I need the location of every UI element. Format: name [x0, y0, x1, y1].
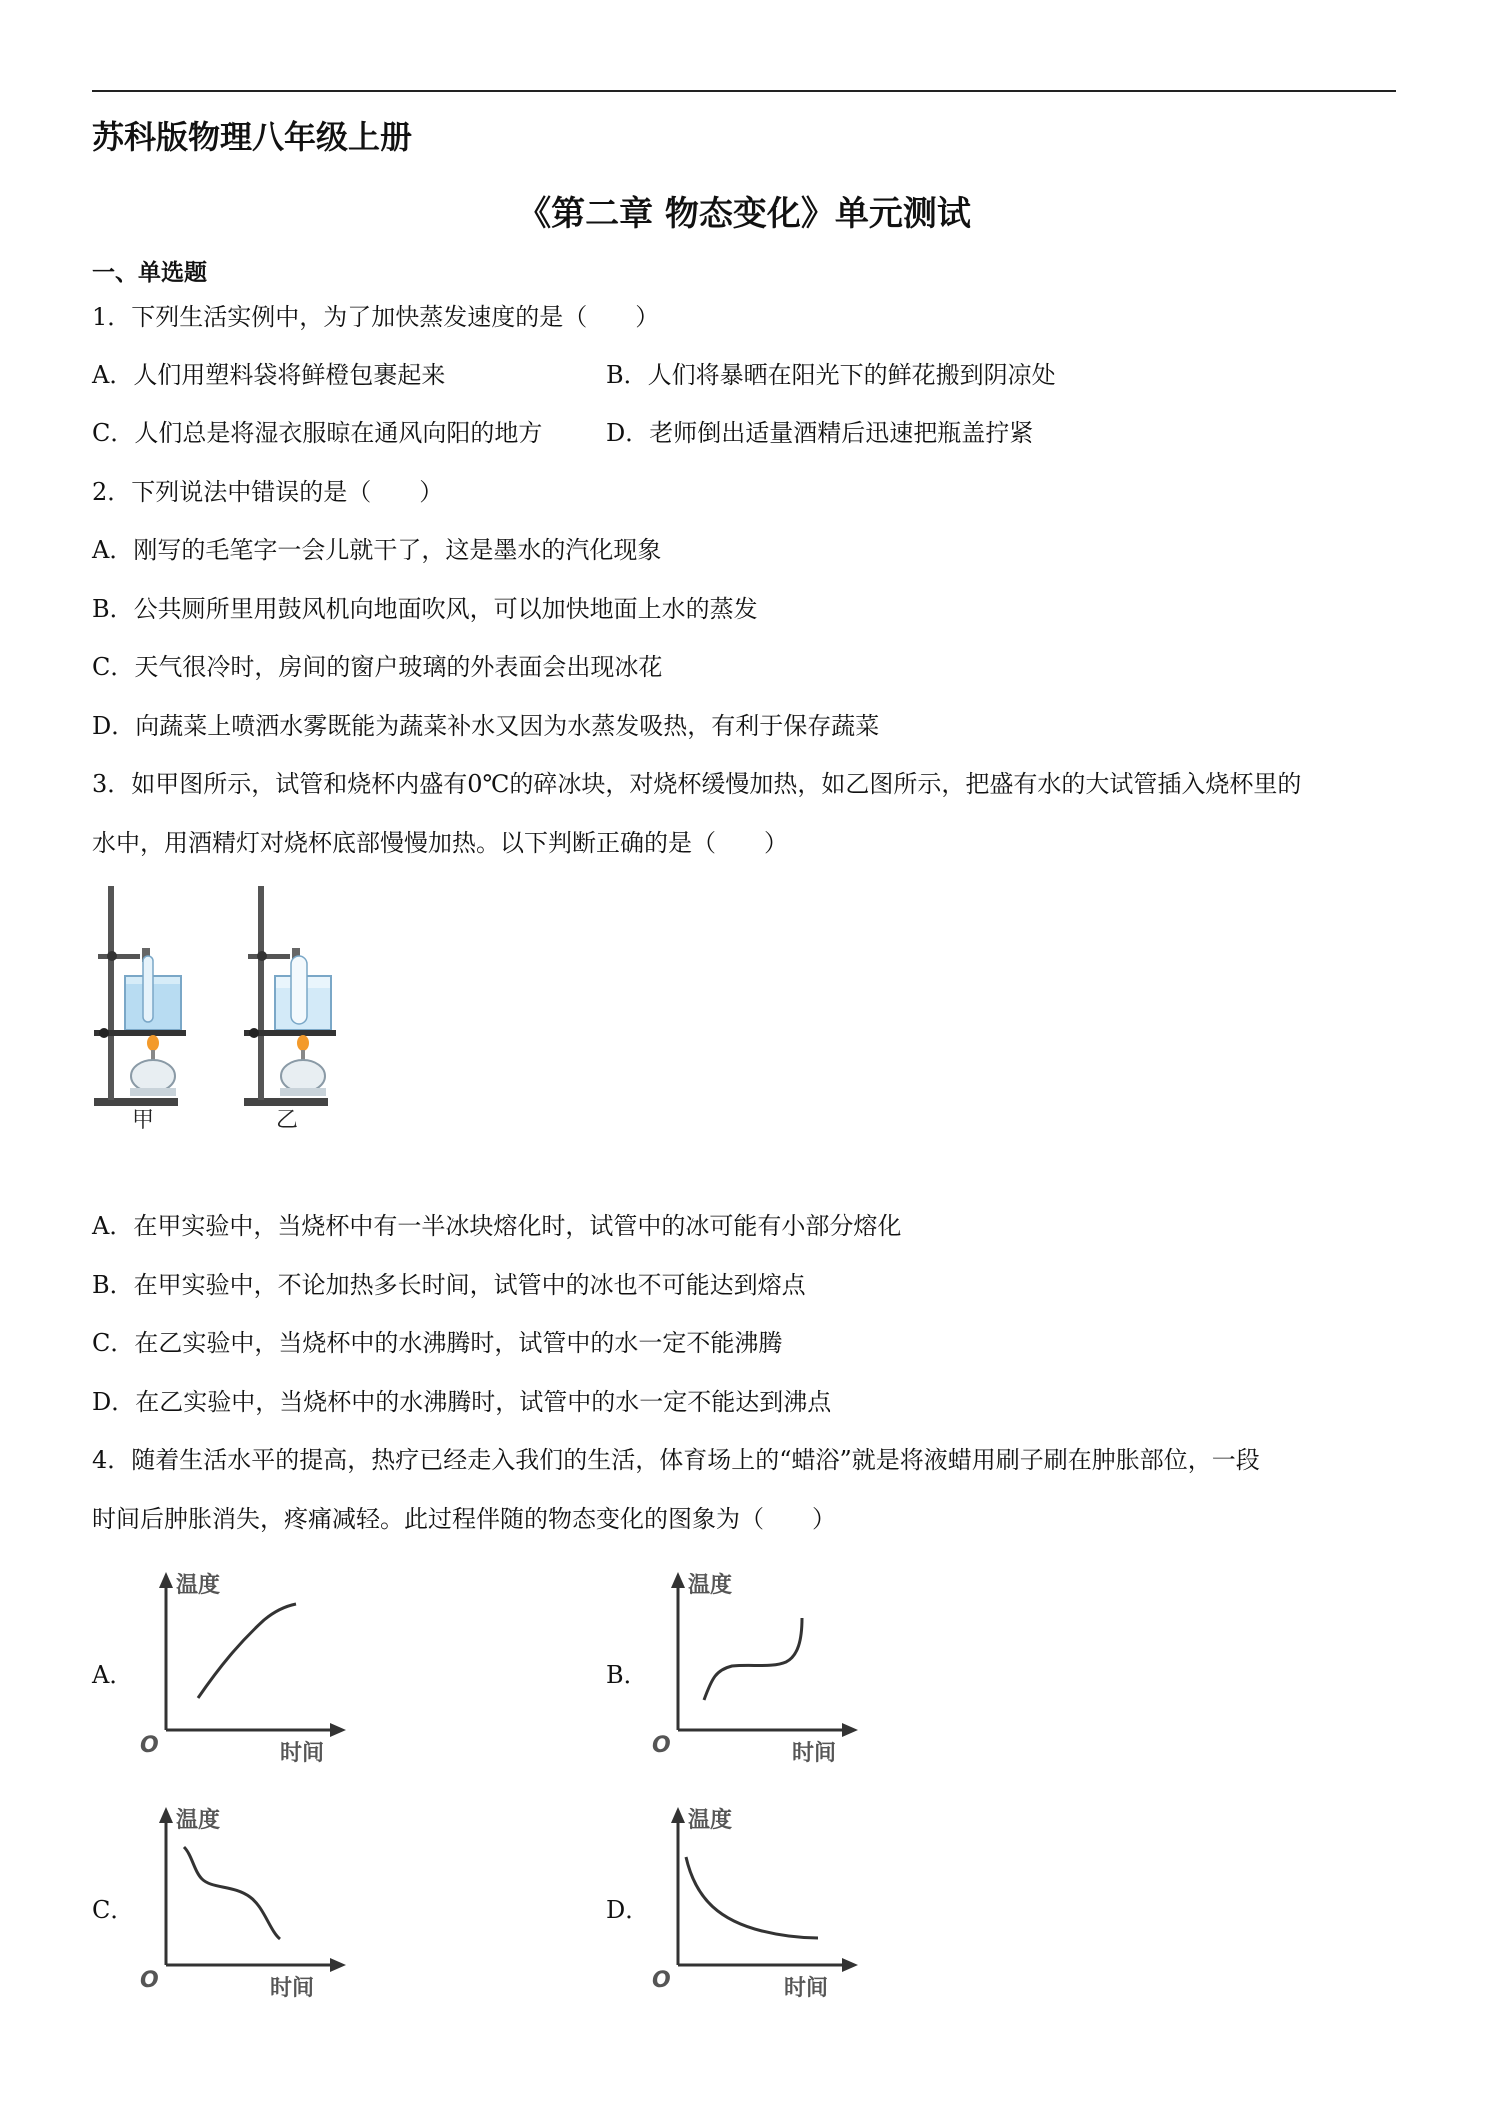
- q4-graph-d[interactable]: [652, 1805, 872, 2005]
- q3-option-a[interactable]: A．在甲实验中，当烧杯中有一半冰块熔化时，试管中的冰可能有小部分熔化: [92, 1212, 902, 1240]
- figure-label-jia: 甲: [132, 1108, 155, 1133]
- q4-stem-line1: 4．随着生活水平的提高，热疗已经走入我们的生活，体育场上的“蜡浴”就是将液蜡用刷子刷在肿胀部位，一段: [92, 1446, 1260, 1474]
- q3-option-d[interactable]: D．在乙实验中，当烧杯中的水沸腾时，试管中的水一定不能达到沸点: [92, 1388, 832, 1416]
- q2-stem: 2．下列说法中错误的是（ ）: [92, 478, 444, 506]
- q1-option-b[interactable]: B．人们将暴晒在阳光下的鲜花搬到阴凉处: [606, 361, 1056, 389]
- y-axis-label-a: 温度: [176, 1573, 221, 1598]
- q4-graph-c[interactable]: [140, 1805, 360, 2005]
- q2-option-b[interactable]: B．公共厕所里用鼓风机向地面吹风，可以加快地面上水的蒸发: [92, 595, 758, 623]
- apparatus-yi: [244, 886, 336, 1106]
- y-axis-label-d: 温度: [688, 1808, 733, 1833]
- q4-graph-a[interactable]: [140, 1570, 360, 1770]
- y-axis-label-c: 温度: [176, 1808, 221, 1833]
- q4-option-c-label[interactable]: C．: [92, 1896, 135, 1924]
- test-title: 《第二章 物态变化》单元测试: [517, 194, 971, 234]
- book-title: 苏科版物理八年级上册: [92, 118, 413, 156]
- q3-apparatus-figure: [90, 880, 350, 1140]
- q2-option-d[interactable]: D．向蔬菜上喷洒水雾既能为蔬菜补水又因为水蒸发吸热，有利于保存蔬菜: [92, 712, 880, 740]
- q4-option-a-label[interactable]: A．: [92, 1661, 134, 1689]
- q1-option-a[interactable]: A．人们用塑料袋将鲜橙包裹起来: [92, 361, 446, 389]
- q3-option-b[interactable]: B．在甲实验中，不论加热多长时间，试管中的冰也不可能达到熔点: [92, 1271, 806, 1299]
- q4-stem-line2: 时间后肿胀消失，疼痛减轻。此过程伴随的物态变化的图象为（ ）: [92, 1505, 836, 1533]
- curve-c: [184, 1847, 280, 1939]
- q1-option-c[interactable]: C．人们总是将湿衣服晾在通风向阳的地方: [92, 419, 543, 447]
- x-axis-label-d: 时间: [784, 1976, 829, 2001]
- q4-option-b-label[interactable]: B．: [606, 1661, 648, 1689]
- origin-label-d: O: [652, 1968, 671, 1993]
- x-axis-label-c: 时间: [270, 1976, 315, 2001]
- q1-option-d[interactable]: D．老师倒出适量酒精后迅速把瓶盖拧紧: [606, 419, 1034, 447]
- q2-option-a[interactable]: A．刚写的毛笔字一会儿就干了，这是墨水的汽化现象: [92, 536, 662, 564]
- y-axis-label-b: 温度: [688, 1573, 733, 1598]
- q4-option-d-label[interactable]: D．: [606, 1896, 650, 1924]
- curve-b: [704, 1618, 802, 1700]
- apparatus-jia: [94, 886, 186, 1106]
- curve-a: [198, 1604, 296, 1698]
- q3-stem-line2: 水中，用酒精灯对烧杯底部慢慢加热。以下判断正确的是（ ）: [92, 829, 788, 857]
- x-axis-label-a: 时间: [280, 1741, 325, 1766]
- q3-option-c[interactable]: C．在乙实验中，当烧杯中的水沸腾时，试管中的水一定不能沸腾: [92, 1329, 783, 1357]
- top-rule: [92, 90, 1396, 92]
- origin-label-a: O: [140, 1733, 159, 1758]
- section-heading: 一、单选题: [92, 260, 207, 286]
- origin-label-b: O: [652, 1733, 671, 1758]
- x-axis-label-b: 时间: [792, 1741, 837, 1766]
- q4-graph-b[interactable]: [652, 1570, 872, 1770]
- q1-stem: 1．下列生活实例中，为了加快蒸发速度的是（ ）: [92, 303, 660, 331]
- figure-label-yi: 乙: [276, 1108, 299, 1133]
- q3-stem-line1: 3．如甲图所示，试管和烧杯内盛有0℃的碎冰块，对烧杯缓慢加热，如乙图所示，把盛有水的大试管插入烧杯里的: [92, 770, 1302, 798]
- origin-label-c: O: [140, 1968, 159, 1993]
- q2-option-c[interactable]: C．天气很冷时，房间的窗户玻璃的外表面会出现冰花: [92, 653, 663, 681]
- curve-d: [686, 1857, 818, 1938]
